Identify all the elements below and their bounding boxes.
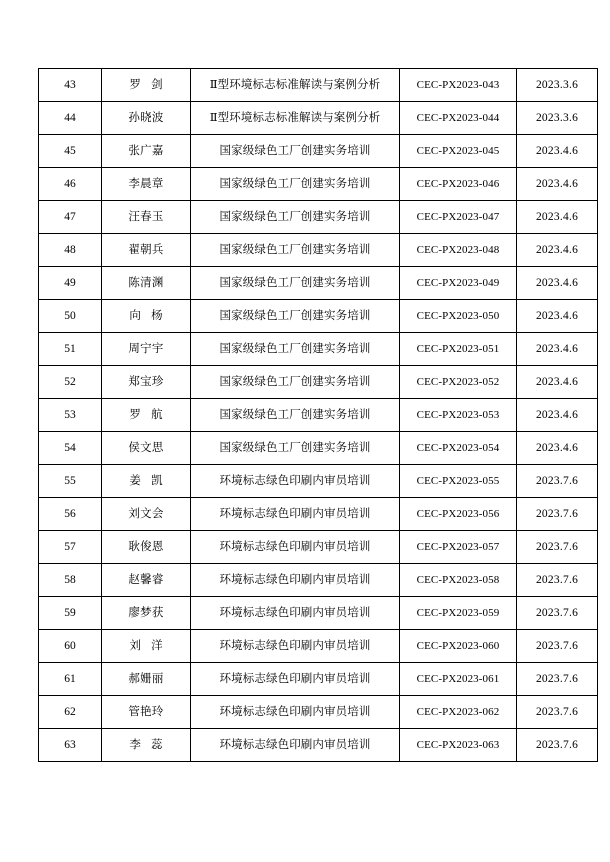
course-name-text: 环境标志绿色印刷内审员培训 [219,705,371,718]
cell-course-name [191,366,400,399]
person-name-text: 侯文思 [128,441,164,454]
table-row [39,597,598,630]
certificate-code-text: CEC-PX2023-047 [416,210,500,223]
cell-person-name [102,135,191,168]
cell-serial-number: 52 [39,366,102,399]
certificate-code-text: CEC-PX2023-045 [416,144,500,157]
person-name-text: 赵馨睿 [128,573,164,586]
cell-course-name [191,102,400,135]
cell-person-name [102,366,191,399]
cell-course-name [191,696,400,729]
cell-certificate-code [400,564,517,597]
cell-certificate-code [400,69,517,102]
certificate-code-text: CEC-PX2023-051 [416,342,500,355]
cell-certificate-code [400,135,517,168]
cell-date [517,663,598,696]
date-text: 2023.4.6 [535,210,579,223]
cell-certificate-code [400,498,517,531]
cell-person-name [102,729,191,762]
cell-serial-number: 50 [39,300,102,333]
cell-course-name [191,168,400,201]
course-name-text: 环境标志绿色印刷内审员培训 [219,540,371,553]
table-row [39,399,598,432]
person-name-text: 翟朝兵 [128,243,164,256]
training-roster-table [38,68,598,762]
person-name-text: 罗 剑 [129,78,167,91]
cell-course-name [191,630,400,663]
cell-date [517,135,598,168]
cell-date [517,300,598,333]
date-text: 2023.4.6 [535,441,579,454]
cell-course-name [191,201,400,234]
date-text: 2023.7.6 [535,573,579,586]
course-name-text: Ⅱ型环境标志标准解读与案例分析 [209,78,381,91]
certificate-code-text: CEC-PX2023-050 [416,309,500,322]
date-text: 2023.7.6 [535,540,579,553]
cell-course-name [191,663,400,696]
cell-date [517,69,598,102]
cell-certificate-code [400,267,517,300]
table-body [39,69,598,762]
cell-person-name [102,597,191,630]
course-name-text: 国家级绿色工厂创建实务培训 [219,342,371,355]
cell-course-name [191,333,400,366]
cell-course-name [191,267,400,300]
date-text: 2023.4.6 [535,375,579,388]
date-text: 2023.7.6 [535,474,579,487]
cell-certificate-code [400,399,517,432]
cell-certificate-code [400,597,517,630]
table-row [39,531,598,564]
cell-person-name [102,69,191,102]
person-name-text: 周宁宇 [128,342,164,355]
certificate-code-text: CEC-PX2023-055 [416,474,500,487]
date-text: 2023.7.6 [535,639,579,652]
course-name-text: 国家级绿色工厂创建实务培训 [219,375,371,388]
person-name-text: 管艳玲 [128,705,164,718]
cell-serial-number: 59 [39,597,102,630]
cell-serial-number: 55 [39,465,102,498]
date-text: 2023.4.6 [535,408,579,421]
date-text: 2023.7.6 [535,738,579,751]
person-name-text: 姜 凯 [129,474,167,487]
cell-date [517,234,598,267]
course-name-text: 环境标志绿色印刷内审员培训 [219,507,371,520]
cell-certificate-code [400,696,517,729]
certificate-code-text: CEC-PX2023-063 [416,738,500,751]
table-row [39,366,598,399]
cell-certificate-code [400,630,517,663]
certificate-code-text: CEC-PX2023-048 [416,243,500,256]
table-row [39,498,598,531]
table-row [39,201,598,234]
cell-serial-number: 46 [39,168,102,201]
cell-person-name [102,399,191,432]
cell-person-name [102,333,191,366]
course-name-text: 环境标志绿色印刷内审员培训 [219,639,371,652]
certificate-code-text: CEC-PX2023-060 [416,639,500,652]
table-row [39,168,598,201]
cell-person-name [102,168,191,201]
certificate-code-text: CEC-PX2023-061 [416,672,500,685]
course-name-text: 国家级绿色工厂创建实务培训 [219,210,371,223]
cell-date [517,531,598,564]
table-row [39,564,598,597]
cell-date [517,267,598,300]
cell-person-name [102,696,191,729]
cell-date [517,465,598,498]
certificate-code-text: CEC-PX2023-049 [416,276,500,289]
table-row [39,663,598,696]
cell-certificate-code [400,168,517,201]
cell-person-name [102,465,191,498]
date-text: 2023.4.6 [535,309,579,322]
cell-certificate-code [400,234,517,267]
cell-course-name [191,564,400,597]
cell-date [517,597,598,630]
cell-person-name [102,102,191,135]
cell-date [517,168,598,201]
person-name-text: 刘 洋 [129,639,167,652]
cell-serial-number: 60 [39,630,102,663]
certificate-code-text: CEC-PX2023-054 [416,441,500,454]
cell-date [517,399,598,432]
table-row [39,234,598,267]
person-name-text: 郑宝珍 [128,375,164,388]
certificate-code-text: CEC-PX2023-058 [416,573,500,586]
cell-serial-number: 45 [39,135,102,168]
person-name-text: 李 蕊 [129,738,167,751]
cell-serial-number: 49 [39,267,102,300]
cell-serial-number: 51 [39,333,102,366]
cell-serial-number: 43 [39,69,102,102]
cell-serial-number: 62 [39,696,102,729]
course-name-text: 国家级绿色工厂创建实务培训 [219,177,371,190]
table-row [39,465,598,498]
course-name-text: 环境标志绿色印刷内审员培训 [219,672,371,685]
date-text: 2023.7.6 [535,507,579,520]
date-text: 2023.3.6 [535,111,579,124]
person-name-text: 张广嘉 [128,144,164,157]
cell-person-name [102,498,191,531]
cell-certificate-code [400,729,517,762]
date-text: 2023.7.6 [535,672,579,685]
course-name-text: 国家级绿色工厂创建实务培训 [219,309,371,322]
course-name-text: 环境标志绿色印刷内审员培训 [219,738,371,751]
cell-person-name [102,234,191,267]
cell-course-name [191,597,400,630]
cell-serial-number: 57 [39,531,102,564]
table-row [39,69,598,102]
cell-certificate-code [400,366,517,399]
person-name-text: 陈清渊 [128,276,164,289]
date-text: 2023.4.6 [535,342,579,355]
person-name-text: 李晨章 [128,177,164,190]
cell-certificate-code [400,432,517,465]
cell-date [517,696,598,729]
cell-course-name [191,729,400,762]
cell-serial-number: 61 [39,663,102,696]
person-name-text: 孙晓波 [128,111,164,124]
certificate-code-text: CEC-PX2023-059 [416,606,500,619]
cell-certificate-code [400,201,517,234]
course-name-text: 环境标志绿色印刷内审员培训 [219,474,371,487]
cell-certificate-code [400,531,517,564]
table-row [39,696,598,729]
cell-serial-number: 63 [39,729,102,762]
person-name-text: 汪春玉 [128,210,164,223]
course-name-text: 环境标志绿色印刷内审员培训 [219,606,371,619]
cell-date [517,564,598,597]
cell-certificate-code [400,663,517,696]
course-name-text: Ⅱ型环境标志标准解读与案例分析 [209,111,381,124]
cell-serial-number: 58 [39,564,102,597]
cell-date [517,432,598,465]
cell-course-name [191,399,400,432]
certificate-code-text: CEC-PX2023-043 [416,78,500,91]
table-row [39,729,598,762]
cell-person-name [102,630,191,663]
certificate-code-text: CEC-PX2023-053 [416,408,500,421]
certificate-code-text: CEC-PX2023-052 [416,375,500,388]
certificate-code-text: CEC-PX2023-046 [416,177,500,190]
cell-serial-number: 47 [39,201,102,234]
course-name-text: 国家级绿色工厂创建实务培训 [219,441,371,454]
cell-person-name [102,432,191,465]
cell-date [517,498,598,531]
cell-certificate-code [400,465,517,498]
cell-serial-number: 56 [39,498,102,531]
cell-course-name [191,531,400,564]
cell-course-name [191,498,400,531]
cell-course-name [191,432,400,465]
cell-person-name [102,531,191,564]
certificate-code-text: CEC-PX2023-056 [416,507,500,520]
cell-certificate-code [400,300,517,333]
cell-date [517,729,598,762]
cell-serial-number: 48 [39,234,102,267]
cell-date [517,333,598,366]
cell-person-name [102,267,191,300]
cell-serial-number: 54 [39,432,102,465]
cell-date [517,366,598,399]
cell-serial-number: 53 [39,399,102,432]
date-text: 2023.4.6 [535,276,579,289]
date-text: 2023.7.6 [535,606,579,619]
table-row [39,267,598,300]
date-text: 2023.7.6 [535,705,579,718]
cell-person-name [102,201,191,234]
table-row [39,333,598,366]
course-name-text: 国家级绿色工厂创建实务培训 [219,276,371,289]
certificate-code-text: CEC-PX2023-044 [416,111,500,124]
cell-serial-number: 44 [39,102,102,135]
cell-course-name [191,135,400,168]
cell-certificate-code [400,102,517,135]
certificate-code-text: CEC-PX2023-057 [416,540,500,553]
cell-person-name [102,300,191,333]
cell-date [517,102,598,135]
table-row [39,300,598,333]
date-text: 2023.4.6 [535,177,579,190]
person-name-text: 郝姗丽 [128,672,164,685]
certificate-code-text: CEC-PX2023-062 [416,705,500,718]
cell-course-name [191,300,400,333]
course-name-text: 国家级绿色工厂创建实务培训 [219,243,371,256]
cell-course-name [191,234,400,267]
cell-course-name [191,465,400,498]
person-name-text: 刘文会 [128,507,164,520]
table-row [39,102,598,135]
table-row [39,432,598,465]
cell-date [517,201,598,234]
cell-person-name [102,663,191,696]
table-row [39,630,598,663]
date-text: 2023.4.6 [535,144,579,157]
person-name-text: 向 杨 [129,309,167,322]
cell-date [517,630,598,663]
table-row [39,135,598,168]
date-text: 2023.3.6 [535,78,579,91]
cell-certificate-code [400,333,517,366]
date-text: 2023.4.6 [535,243,579,256]
course-name-text: 国家级绿色工厂创建实务培训 [219,144,371,157]
cell-person-name [102,564,191,597]
person-name-text: 罗 航 [129,408,167,421]
person-name-text: 廖梦获 [128,606,164,619]
person-name-text: 耿俊恩 [128,540,164,553]
course-name-text: 国家级绿色工厂创建实务培训 [219,408,371,421]
cell-course-name [191,69,400,102]
course-name-text: 环境标志绿色印刷内审员培训 [219,573,371,586]
